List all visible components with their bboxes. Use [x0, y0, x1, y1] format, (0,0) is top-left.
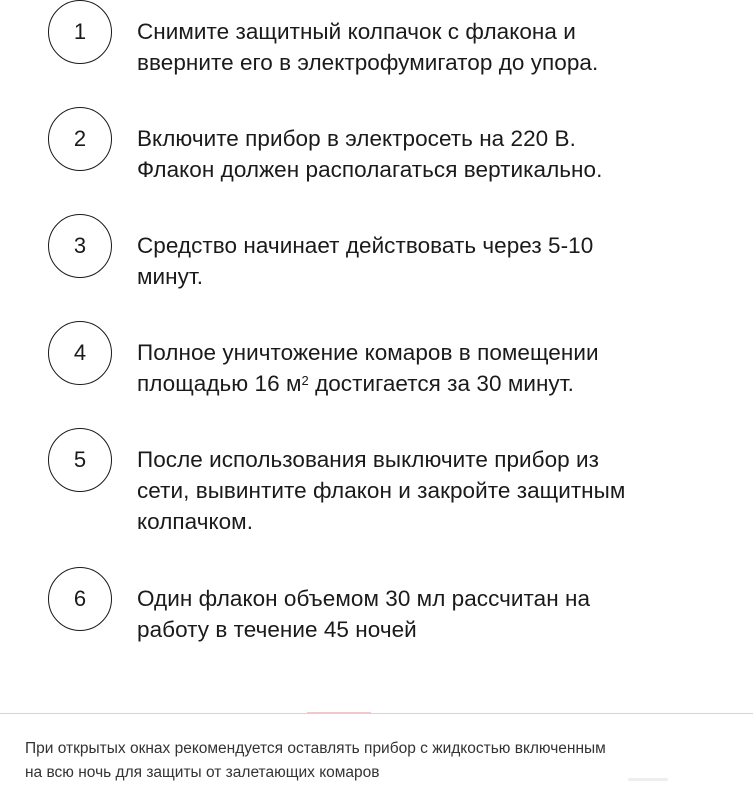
step-text-line: Один флакон объемом 30 мл рассчитан на [137, 586, 591, 611]
step-text-line: сети, вывинтите флакон и закройте защитным [137, 478, 626, 503]
step-text-line: Средство начинает действовать через 5-10 [137, 233, 594, 258]
decorative-mark [628, 778, 668, 781]
superscript-squared: 2 [301, 373, 309, 388]
step-text-line: Включите прибор в электросеть на 220 В. [137, 126, 576, 151]
step-text-line: После использования выключите прибор из [137, 447, 600, 472]
divider-accent [307, 712, 371, 714]
step-number-circle: 5 [48, 428, 112, 492]
step-text-line: Флакон должен располагаться вертикально. [137, 157, 603, 182]
step-text [137, 583, 697, 645]
step-text-line: работу в течение 45 ночей [137, 617, 417, 642]
step-text [137, 16, 697, 78]
step-number-circle: 6 [48, 567, 112, 631]
note-line: При открытых окнах рекомендуется оставлять прибор с жидкостью включенным [25, 740, 606, 757]
step-number-circle: 2 [48, 107, 112, 171]
step-number-circle: 4 [48, 321, 112, 385]
step-text-segment: достигается за 30 минут. [308, 371, 574, 396]
step-number-circle: 3 [48, 214, 112, 278]
step-text [137, 444, 697, 537]
step-text-line: колпачком. [137, 509, 253, 534]
step-text-line: минут. [137, 264, 204, 289]
step-text-line: Полное уничтожение комаров в помещении [137, 340, 599, 365]
section-divider [0, 713, 753, 714]
step-number-circle: 1 [48, 0, 112, 64]
step-text-line: Снимите защитный колпачок с флакона и [137, 19, 576, 44]
step-text-segment: площадью 16 м [137, 371, 302, 396]
step-text-line: вверните его в электрофумигатор до упора. [137, 50, 599, 75]
note-line: на всю ночь для защиты от залетающих комаров [25, 764, 380, 781]
step-text [137, 337, 697, 399]
step-text [137, 123, 697, 185]
step-text-line [137, 368, 697, 399]
step-text [137, 230, 697, 292]
